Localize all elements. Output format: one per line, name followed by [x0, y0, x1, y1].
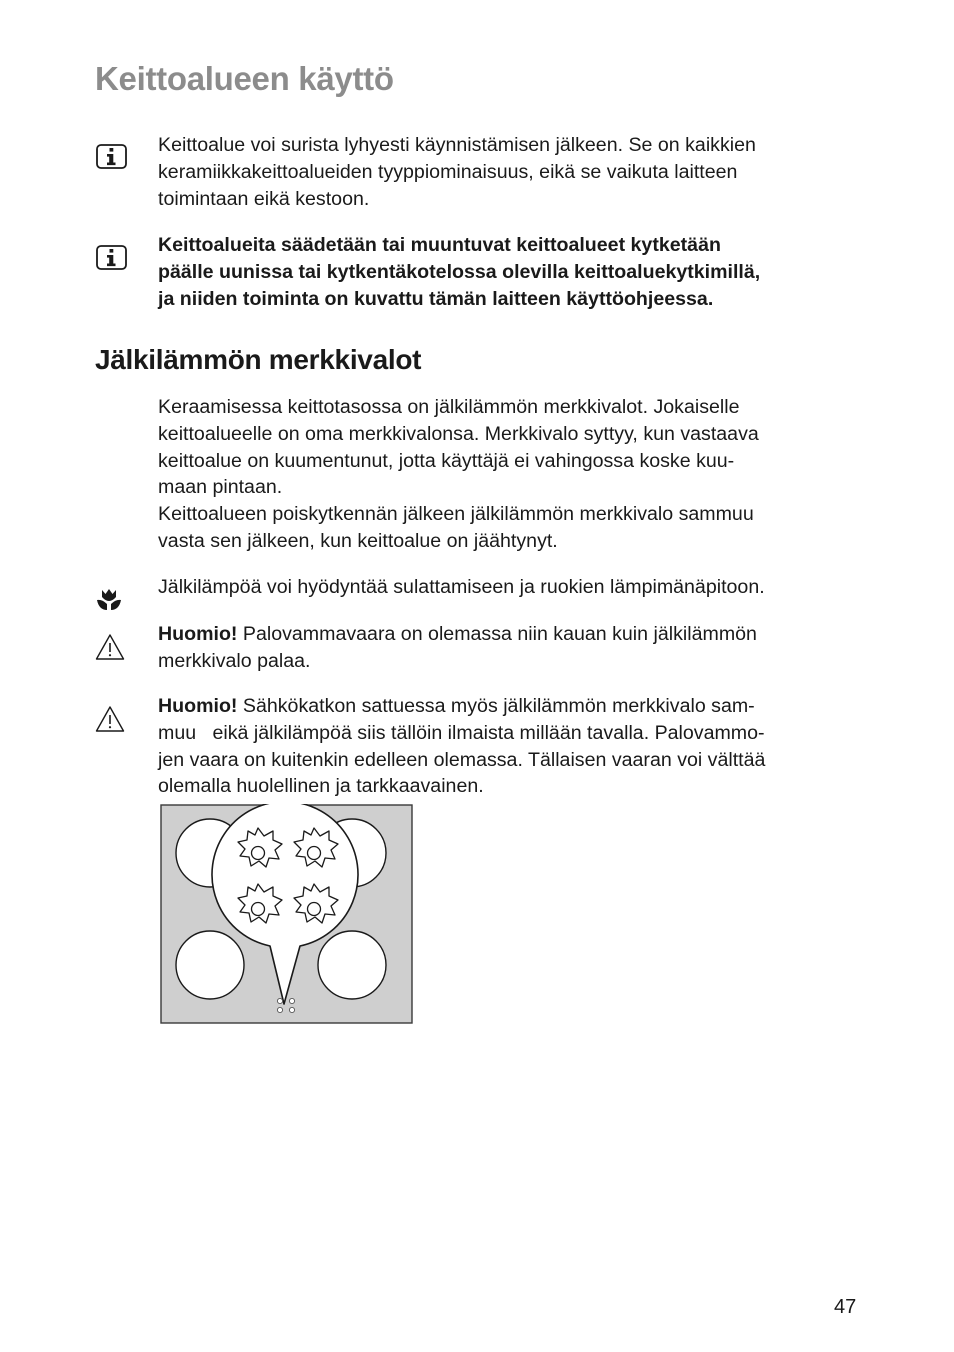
cooking-zone-rear-left [176, 931, 244, 999]
info-note-2: Keittoalueita säädetään tai muuntuvat keittoalueet kytketään päälle uunissa tai kytkentäkotelossa olevilla keittoaluekytkimillä, ja niiden toiminta on kuvattu tämän laitteen käyttöohjeessa. [158, 234, 761, 310]
info-note-1: Keittoalue voi surista lyhyesti käynnistämisen jälkeen. Se on kaikkien keramiikkakeittoalueiden tyyppiominaisuus, eikä se vaikuta laitteen toimintaan eikä kestoon. [158, 134, 756, 210]
warning-label: Huomio! [158, 695, 238, 717]
page-title: Keittoalueen käyttö [95, 60, 394, 97]
cooking-zone-rear-right [318, 931, 386, 999]
warning-1: Huomio! Palovammavaara on olemassa niin kauan kuin jälkilämmön merkkivalo palaa. [158, 623, 757, 672]
section-body: Keraamisessa keittotasossa on jälkilämmön merkkivalot. Jokaiselle keittoalueelle on oma merkkivalonsa. Merkkivalo syttyy, kun vastaava keittoalue on kuumentunut, jotta käyttäjä ei vahingossa koske kuu- maan pintaan. Keittoalueen poiskytkennän jälkeen jälkilämmön merkkivalo sammuu vasta sen jälkeen, kun keittoalue on jäähtynyt. [158, 396, 759, 552]
warning-label: Huomio! [158, 623, 238, 645]
section-title: Jälkilämmön merkkivalot [95, 344, 422, 375]
page-number: 47 [834, 1296, 857, 1318]
eco-tip-icon [96, 587, 122, 613]
info-icon [96, 245, 128, 271]
info-icon [96, 144, 128, 170]
warning-2: Huomio! Sähkökatkon sattuessa myös jälkilämmön merkkivalo sam- muu eikä jälkilämpöä siis tällöin ilmaista millään tavalla. Palovammo- jen vaara on kuitenkin edelleen olemassa. Tällaisen vaaran voi välttää olemalla huolellinen ja tarkkaavainen. [158, 695, 766, 798]
hob-illustration [160, 804, 414, 1026]
tip-text: Jälkilämpöä voi hyödyntää sulattamiseen ja ruokien lämpimänäpitoon. [158, 576, 765, 598]
warning-triangle-icon [95, 633, 125, 661]
warning-triangle-icon [95, 705, 125, 733]
